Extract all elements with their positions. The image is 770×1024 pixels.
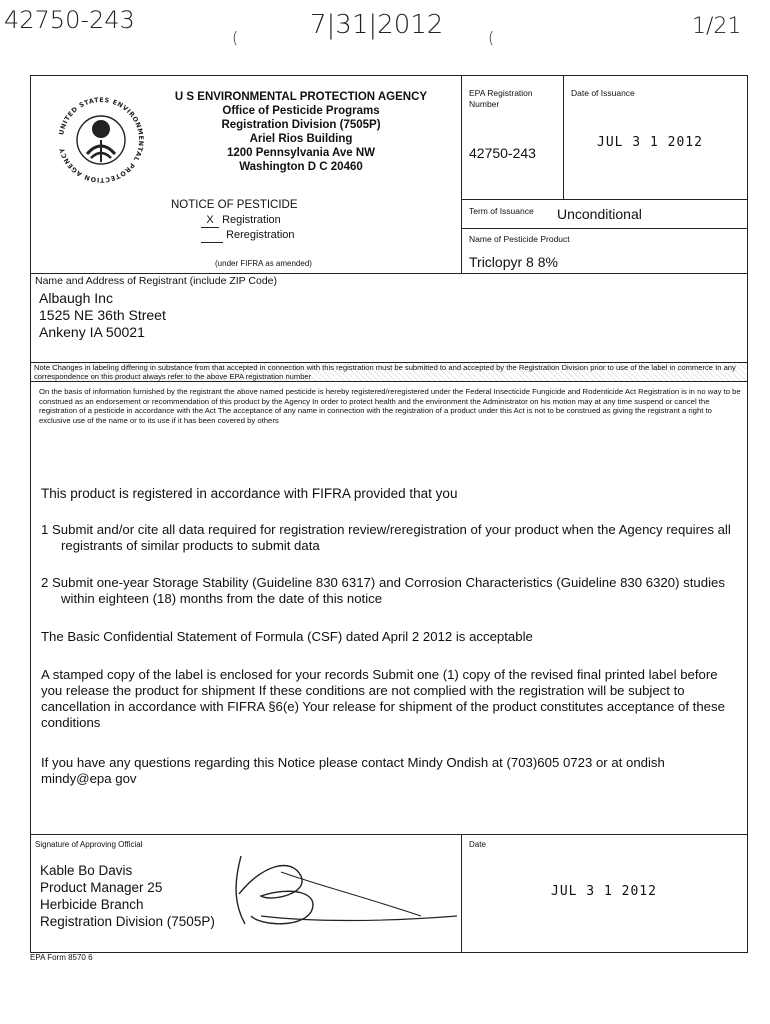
labeling-note: Note Changes in labeling differing in substance from that accepted in connection with this registration must be submitted to and accepted by the Registration Division prior to use of the label in commerce In any correspondence on this product always refer to the above EPA registration number — [34, 363, 746, 381]
registrant-label: Name and Address of Registrant (include ZIP Code) — [35, 275, 278, 287]
reg-date-divider — [563, 76, 564, 199]
registration-label: Registration — [222, 214, 281, 226]
handwritten-mark-2: ( — [488, 28, 495, 47]
official-name: Kable Bo Davis — [40, 863, 133, 878]
csf-statement: The Basic Confidential Statement of Formula (CSF) dated April 2 2012 is acceptable — [41, 629, 533, 644]
condition-1: 1 Submit and/or cite all data required for registration review/reregistration of your product when the Agency requires all registrants of similar products to submit data — [41, 522, 731, 553]
signature-divider — [31, 834, 748, 835]
product-divider — [461, 228, 748, 229]
handwritten-reg-number: 42750-243 — [4, 6, 135, 34]
issuance-label: Date of Issuance — [571, 88, 635, 98]
term-value: Unconditional — [557, 206, 642, 222]
term-label: Term of Issuance — [469, 206, 534, 216]
issuance-date-stamp: JUL 3 1 2012 — [597, 135, 703, 150]
signature-date-stamp: JUL 3 1 2012 — [551, 884, 657, 899]
handwritten-mark-1: ( — [232, 28, 239, 47]
handwritten-signature — [221, 846, 461, 936]
legal-fine-print: On the basis of information furnished by the registrant the above named pesticide is hereby registered/reregistered under the Federal Insecticide Fungicide and Rodenticide Act Registration is in no way to be construed as an endorsement or recommendation of this product by the Agency In order to protect health and the environment the Administrator on his motion may at any time suspend or cancel the registration of a pesticide in accordance with the Act The acceptance of any name in connection with the registration of a product under this Act is not to be construed as giving the registrant a right to exclusive use of the name or to its use if it has been covered by others — [39, 387, 741, 425]
official-division: Registration Division (7505P) — [40, 914, 215, 929]
reregistration-blank — [201, 228, 223, 243]
note-bottom-divider — [31, 381, 748, 382]
registration-option — [201, 213, 295, 228]
registration-checkmark: X — [201, 213, 219, 228]
agency-name: U S ENVIRONMENTAL PROTECTION AGENCY — [174, 91, 428, 103]
office-name: Office of Pesticide Programs — [222, 105, 380, 117]
official-title: Product Manager 25 — [40, 880, 163, 895]
handwritten-page-number: 1/21 — [692, 14, 742, 39]
registrant-city: Ankeny IA 50021 — [39, 324, 145, 340]
notice-form — [30, 75, 748, 953]
street-address: 1200 Pennsylvania Ave NW — [226, 147, 376, 159]
registrant-name: Albaugh Inc — [39, 290, 113, 306]
contact-info: If you have any questions regarding this Notice please contact Mindy Ondish at (703)605 0723 or at ondish mindy@epa gov — [41, 755, 665, 786]
label-instructions: A stamped copy of the label is enclosed for your records Submit one (1) copy of the revised final printed label before you release the product for shipment If these conditions are not complied with the registration will be subject to cancellation in accordance with FIFRA §6(e) Your release for shipment of the product constitutes acceptance of these conditions — [41, 667, 725, 730]
signature-label: Signature of Approving Official — [35, 840, 143, 849]
handwritten-date: 7|31|2012 — [310, 10, 444, 40]
epa-reg-label: EPA Registration Number — [469, 88, 533, 109]
date-label: Date — [469, 840, 486, 849]
city-address: Washington D C 20460 — [239, 161, 363, 173]
registrant-street: 1525 NE 36th Street — [39, 307, 166, 323]
official-branch: Herbicide Branch — [40, 897, 144, 912]
building-name: Ariel Rios Building — [249, 133, 353, 145]
form-number: EPA Form 8570 6 — [30, 953, 93, 962]
header-divider — [461, 76, 462, 273]
registration-intro: This product is registered in accordance with FIFRA provided that you — [41, 486, 458, 501]
fifra-note: (under FIFRA as amended) — [215, 259, 312, 268]
product-label: Name of Pesticide Product — [469, 234, 570, 244]
condition-2: 2 Submit one-year Storage Stability (Guideline 830 6317) and Corrosion Characteristics (Guideline 830 6320) studies within eighteen (18) months from the date of this notice — [41, 575, 725, 606]
epa-reg-number: 42750-243 — [469, 145, 536, 161]
product-name: Triclopyr 8 8% — [469, 254, 558, 270]
signature-date-divider — [461, 834, 462, 953]
registrant-divider — [31, 273, 748, 274]
term-divider — [461, 199, 748, 200]
epa-seal-icon — [49, 88, 153, 192]
notice-title: NOTICE OF PESTICIDE — [171, 199, 298, 211]
reregistration-label: Reregistration — [226, 229, 295, 241]
division-name: Registration Division (7505P) — [221, 119, 381, 131]
seal-lettering: UNITED STATES ENVIRONMENTAL PROTECTION AGENCY — [57, 95, 146, 185]
reregistration-option — [201, 228, 295, 243]
